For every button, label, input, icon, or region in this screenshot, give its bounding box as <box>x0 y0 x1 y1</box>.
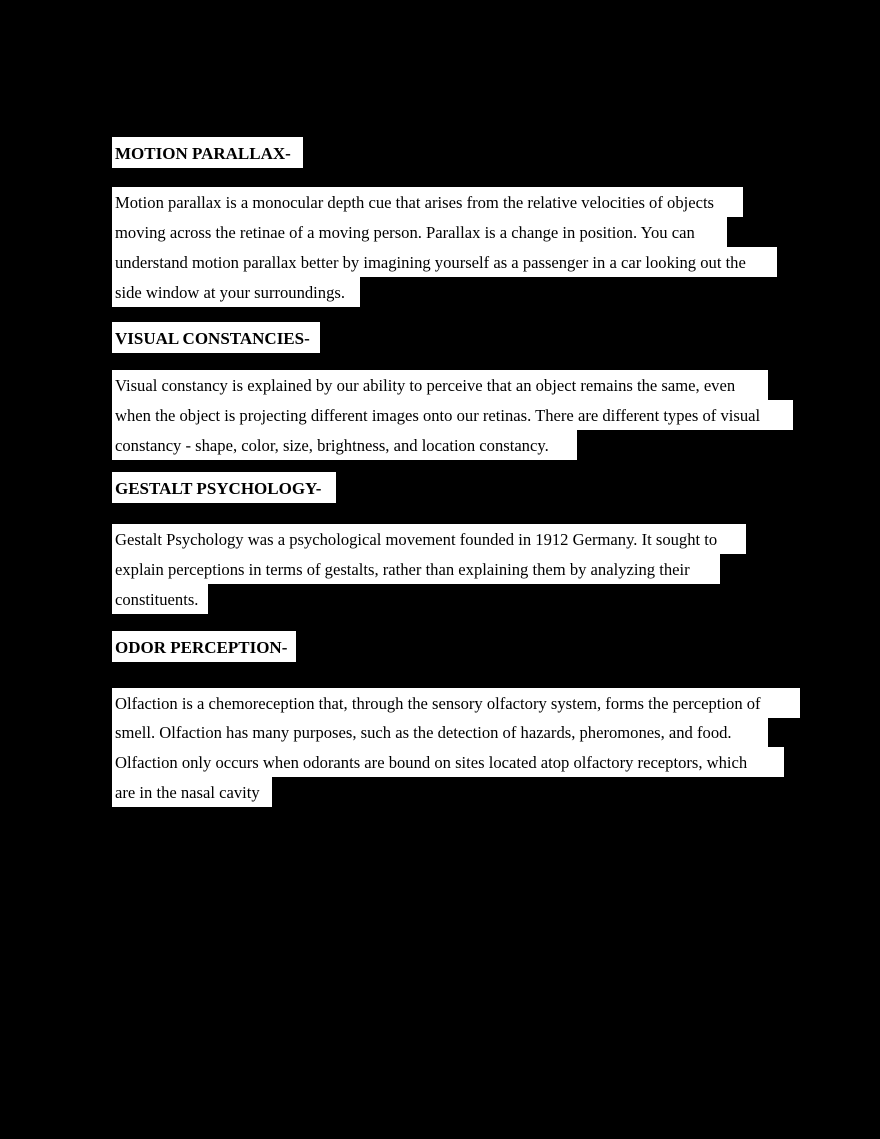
paragraph-line: understand motion parallax better by imagining yourself as a passenger in a car looking out the <box>112 247 777 277</box>
paragraph-line: Visual constancy is explained by our ability to perceive that an object remains the same, even <box>112 370 768 400</box>
section-heading-odor-perception: ODOR PERCEPTION- <box>112 631 296 662</box>
section-heading-visual-constancies: VISUAL CONSTANCIES- <box>112 322 320 353</box>
section-heading-motion-parallax: MOTION PARALLAX- <box>112 137 303 168</box>
paragraph-line: Olfaction only occurs when odorants are bound on sites located atop olfactory receptors, which <box>112 747 784 777</box>
paragraph-line: constancy - shape, color, size, brightness, and location constancy. <box>112 430 577 460</box>
paragraph-line: constituents. <box>112 584 208 614</box>
section-heading-gestalt-psychology: GESTALT PSYCHOLOGY- <box>112 472 336 503</box>
paragraph-line: when the object is projecting different images onto our retinas. There are different types of visual <box>112 400 793 430</box>
paragraph-line: Gestalt Psychology was a psychological movement founded in 1912 Germany. It sought to <box>112 524 746 554</box>
paragraph-line: explain perceptions in terms of gestalts, rather than explaining them by analyzing their <box>112 554 720 584</box>
paragraph-line: Olfaction is a chemoreception that, through the sensory olfactory system, forms the perception of <box>112 688 800 718</box>
paragraph-line: side window at your surroundings. <box>112 277 360 307</box>
paragraph-line: Motion parallax is a monocular depth cue that arises from the relative velocities of objects <box>112 187 743 217</box>
paragraph-line: moving across the retinae of a moving person. Parallax is a change in position. You can <box>112 217 727 247</box>
paragraph-line: smell. Olfaction has many purposes, such as the detection of hazards, pheromones, and food. <box>112 717 768 747</box>
paragraph-line: are in the nasal cavity <box>112 777 272 807</box>
